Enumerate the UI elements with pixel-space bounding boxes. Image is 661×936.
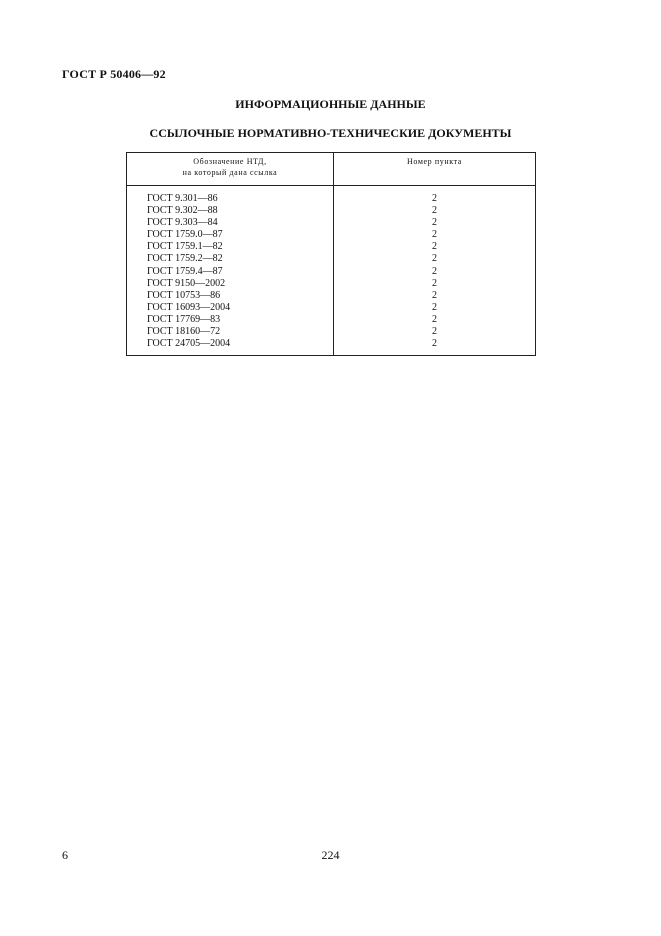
document-cell: ГОСТ 24705—2004: [147, 338, 231, 350]
document-cell: ГОСТ 16093—2004: [147, 301, 231, 313]
document-cell: ГОСТ 10753—86: [147, 289, 221, 301]
subsection-title: ССЫЛОЧНЫЕ НОРМАТИВНО-ТЕХНИЧЕСКИЕ ДОКУМЕНТЫ: [149, 126, 512, 140]
document-cell: ГОСТ 9.302—88: [147, 205, 218, 217]
column-header-document-line2: на который дана ссылка: [182, 168, 278, 177]
references-table: [126, 152, 536, 356]
table-row: [127, 326, 535, 338]
item-number-cell: 2: [432, 326, 437, 338]
table-row: [127, 302, 535, 314]
item-number-cell: 2: [432, 265, 437, 277]
table-header: [127, 153, 535, 186]
document-cell: ГОСТ 9.303—84: [147, 217, 218, 229]
table-row: [127, 253, 535, 265]
table-row: [127, 229, 535, 241]
item-number-cell: 2: [432, 229, 437, 241]
section-title: ИНФОРМАЦИОННЫЕ ДАННЫЕ: [235, 97, 426, 111]
document-code: ГОСТ Р 50406—92: [62, 67, 166, 81]
table-body: [127, 193, 535, 350]
table-row: [127, 278, 535, 290]
column-header-document: [127, 156, 333, 178]
document-cell: ГОСТ 9.301—86: [147, 193, 218, 204]
table-row: [127, 217, 535, 229]
item-number-cell: 2: [432, 253, 437, 265]
table-row: [127, 314, 535, 326]
column-header-document-line1: Обозначение НТД,: [193, 157, 267, 166]
item-number-cell: 2: [432, 241, 437, 253]
document-cell: ГОСТ 1759.4—87: [147, 265, 223, 277]
document-cell: ГОСТ 1759.0—87: [147, 229, 223, 241]
table-row: [127, 266, 535, 278]
table-row: [127, 290, 535, 302]
item-number-cell: 2: [432, 193, 437, 204]
table-row: [127, 338, 535, 350]
table-row: [127, 193, 535, 205]
page-number-left: 6: [62, 848, 68, 862]
item-number-cell: 2: [432, 301, 437, 313]
table-row: [127, 241, 535, 253]
document-cell: ГОСТ 17769—83: [147, 313, 221, 325]
document-cell: ГОСТ 9150—2002: [147, 277, 226, 289]
table-row: [127, 205, 535, 217]
item-number-cell: 2: [432, 205, 437, 217]
item-number-cell: 2: [432, 338, 437, 350]
document-cell: ГОСТ 1759.1—82: [147, 241, 223, 253]
document-cell: ГОСТ 1759.2—82: [147, 253, 223, 265]
item-number-cell: 2: [432, 313, 437, 325]
document-cell: ГОСТ 18160—72: [147, 326, 221, 338]
item-number-cell: 2: [432, 289, 437, 301]
page-number-center: 224: [321, 848, 340, 862]
column-header-item: Номер пункта: [407, 157, 462, 166]
item-number-cell: 2: [432, 217, 437, 229]
item-number-cell: 2: [432, 277, 437, 289]
